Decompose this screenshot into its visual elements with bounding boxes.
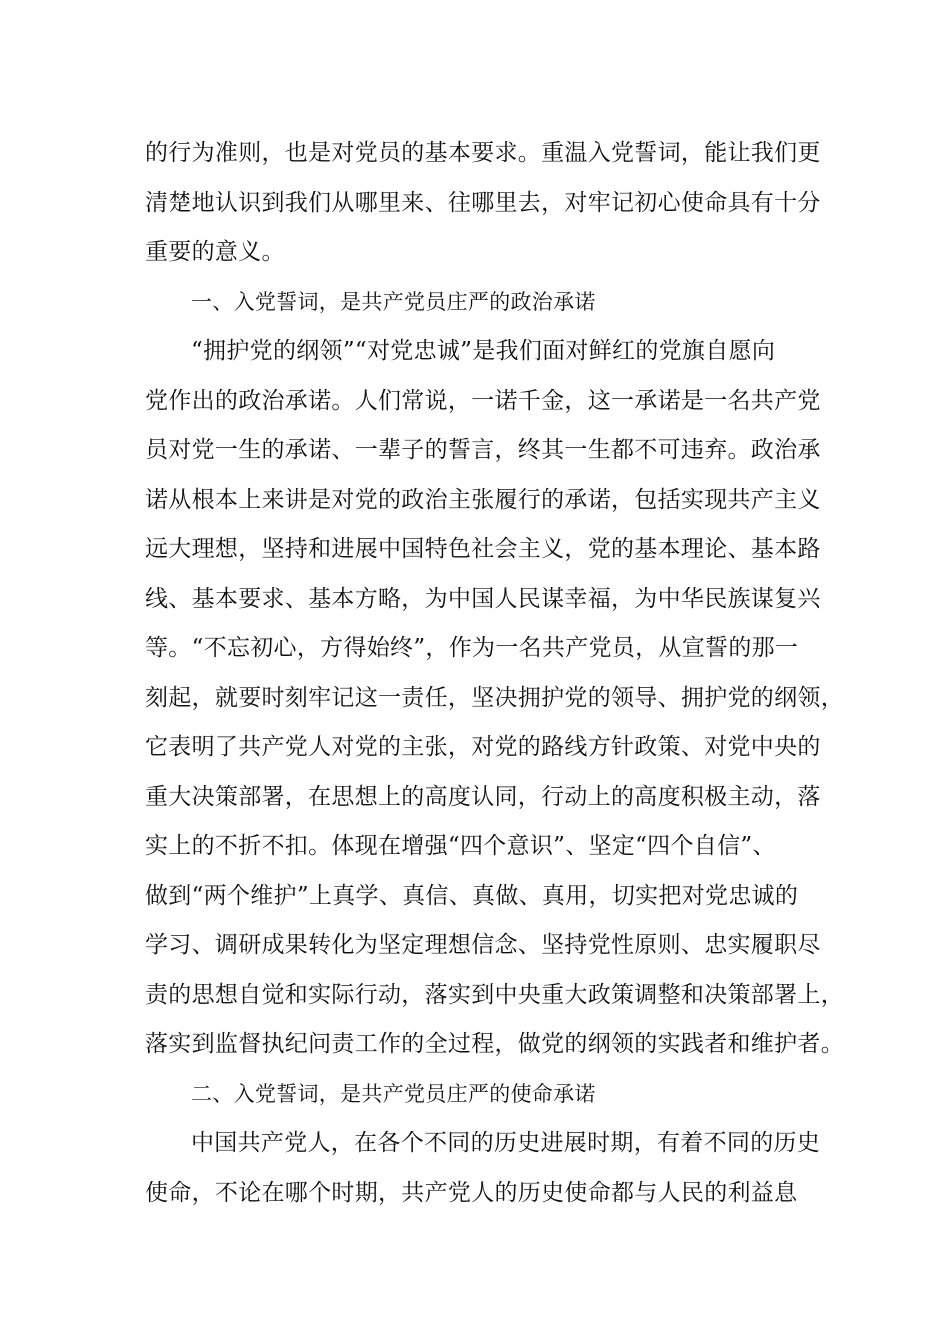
text-line: 实上的不折不扣。体现在增强“四个意识”、坚定“四个自信”、 xyxy=(145,833,776,859)
text-line: 的行为准则，也是对党员的基本要求。重温入党誓词，能让我们更 xyxy=(145,140,821,166)
text-line: 重要的意义。 xyxy=(145,239,285,265)
text-line: 员对党一生的承诺、一辈子的誓言，终其一生都不可违弃。政治承 xyxy=(145,437,821,463)
text-line: 它表明了共产党人对党的主张，对党的路线方针政策、对党中央的 xyxy=(145,734,821,760)
text-line: 诺从根本上来讲是对党的政治主张履行的承诺，包括实现共产主义 xyxy=(145,486,821,513)
text-line: 使命，不论在哪个时期，共产党人的历史使命都与人民的利益息 xyxy=(145,1179,798,1206)
text-line: 做到“两个维护”上真学、真信、真做、真用，切实把对党忠诚的 xyxy=(145,882,799,909)
text-line: 重大决策部署，在思想上的高度认同，行动上的高度积极主动，落 xyxy=(145,783,821,810)
text-line: 等。“不忘初心，方得始终”，作为一名共产党员，从宣誓的那一 xyxy=(145,635,799,661)
text-line: 责的思想自觉和实际行动，落实到中央重大政策调整和决策部署上， xyxy=(145,981,844,1008)
body-text xyxy=(145,129,844,1218)
text-line: 线、基本要求、基本方略，为中国人民谋幸福，为中华民族谋复兴 xyxy=(145,585,821,612)
text-line: 刻起，就要时刻牢记这一责任，坚决拥护党的领导、拥护党的纲领， xyxy=(145,684,844,711)
text-line: 党作出的政治承诺。人们常说，一诺千金，这一承诺是一名共产党 xyxy=(145,387,821,414)
text-line: 清楚地认识到我们从哪里来、往哪里去，对牢记初心使命具有十分 xyxy=(145,189,821,216)
text-line: 落实到监督执纪问责工作的全过程，做党的纲领的实践者和维护者。 xyxy=(145,1031,844,1057)
text-line: “拥护党的纲领”“对党忠诚”是我们面对鲜红的党旗自愿向 xyxy=(191,338,776,364)
section-heading-2: 二、入党誓词，是共产党员庄严的使命承诺 xyxy=(191,1081,596,1106)
text-line: 中国共产党人，在各个不同的历史进展时期，有着不同的历史 xyxy=(191,1130,821,1156)
section-heading-1: 一、入党誓词，是共产党员庄严的政治承诺 xyxy=(191,289,596,314)
text-line: 远大理想，坚持和进展中国特色社会主义，党的基本理论、基本路 xyxy=(145,536,821,562)
text-line: 学习、调研成果转化为坚定理想信念、坚持党性原则、忠实履职尽 xyxy=(145,932,821,958)
